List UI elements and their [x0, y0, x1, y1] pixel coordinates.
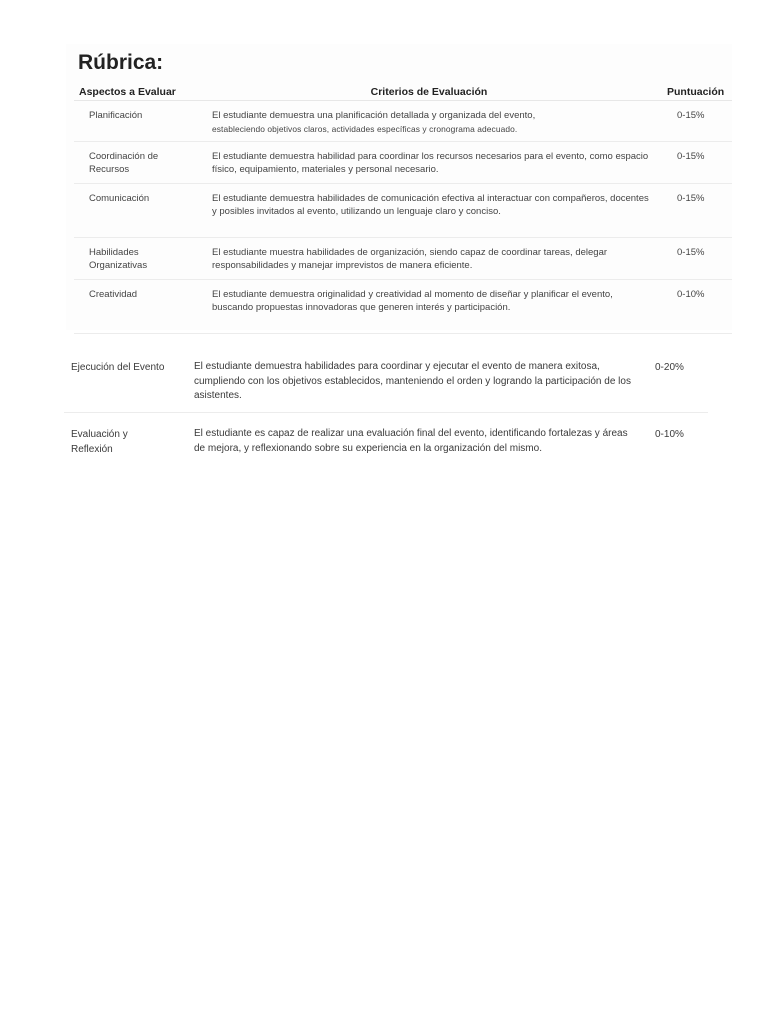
table-row: [74, 280, 732, 334]
table-header-row: [74, 84, 732, 101]
table-row: [74, 238, 732, 280]
row-aspect: Creatividad: [89, 289, 138, 300]
table-row: [64, 346, 708, 413]
rubric-table-continued: [64, 346, 708, 475]
row-criteria-line: El estudiante demuestra una planificación detallada y organizada del evento,: [212, 110, 536, 121]
table-row: [64, 413, 708, 475]
page-title: Rúbrica:: [78, 51, 164, 74]
row-aspect: Coordinación de Recursos: [89, 151, 159, 175]
rubric-table: [74, 84, 732, 334]
row-criteria: [212, 110, 652, 135]
header-score: Puntuación: [667, 86, 725, 98]
row-criteria: El estudiante demuestra habilidades de comunicación efectiva al interactuar con compañeros, docentes y posibles invitados al evento, utilizando un lenguaje claro y conciso.: [212, 193, 649, 217]
row-criteria-line: estableciendo objetivos claros, actividades específicas y cronograma adecuado.: [212, 123, 518, 134]
row-criteria: El estudiante es capaz de realizar una evaluación final del evento, identificando fortalezas y áreas de mejora, y reflexionando sobre su experiencia en la organización del mismo.: [194, 428, 628, 454]
row-score: 0-15%: [677, 247, 705, 258]
row-score: 0-10%: [655, 429, 684, 440]
row-aspect: Ejecución del Evento: [71, 362, 165, 373]
table-row: [74, 101, 732, 142]
row-criteria: El estudiante demuestra originalidad y creatividad al momento de diseñar y planificar el evento, buscando propuestas innovadoras que generen interés y participación.: [212, 289, 613, 313]
header-aspects: Aspectos a Evaluar: [79, 86, 176, 98]
row-score: 0-15%: [677, 110, 705, 121]
row-score: 0-20%: [655, 362, 684, 373]
row-score: 0-15%: [677, 151, 705, 162]
row-criteria: El estudiante demuestra habilidad para coordinar los recursos necesarios para el evento, como espacio físico, equipamiento, materiales y personal necesario.: [212, 151, 649, 175]
row-score: 0-10%: [677, 289, 705, 300]
table-row: [74, 142, 732, 184]
header-criteria: Criterios de Evaluación: [370, 86, 488, 98]
row-aspect: Comunicación: [89, 193, 150, 204]
row-aspect: Evaluación y Reflexión: [71, 429, 128, 455]
row-score: 0-15%: [677, 193, 705, 204]
table-row: [74, 184, 732, 238]
row-aspect: Habilidades Organizativas: [89, 247, 148, 271]
row-criteria: El estudiante demuestra habilidades para coordinar y ejecutar el evento de manera exitosa, cumpliendo con los objetivos establecidos, manteniendo el orden y logrando la participación de los asistentes.: [194, 361, 631, 401]
row-aspect: Planificación: [89, 110, 143, 121]
row-criteria: El estudiante muestra habilidades de organización, siendo capaz de coordinar tareas, delegar responsabilidades y manejar imprevistos de manera eficiente.: [212, 247, 608, 271]
